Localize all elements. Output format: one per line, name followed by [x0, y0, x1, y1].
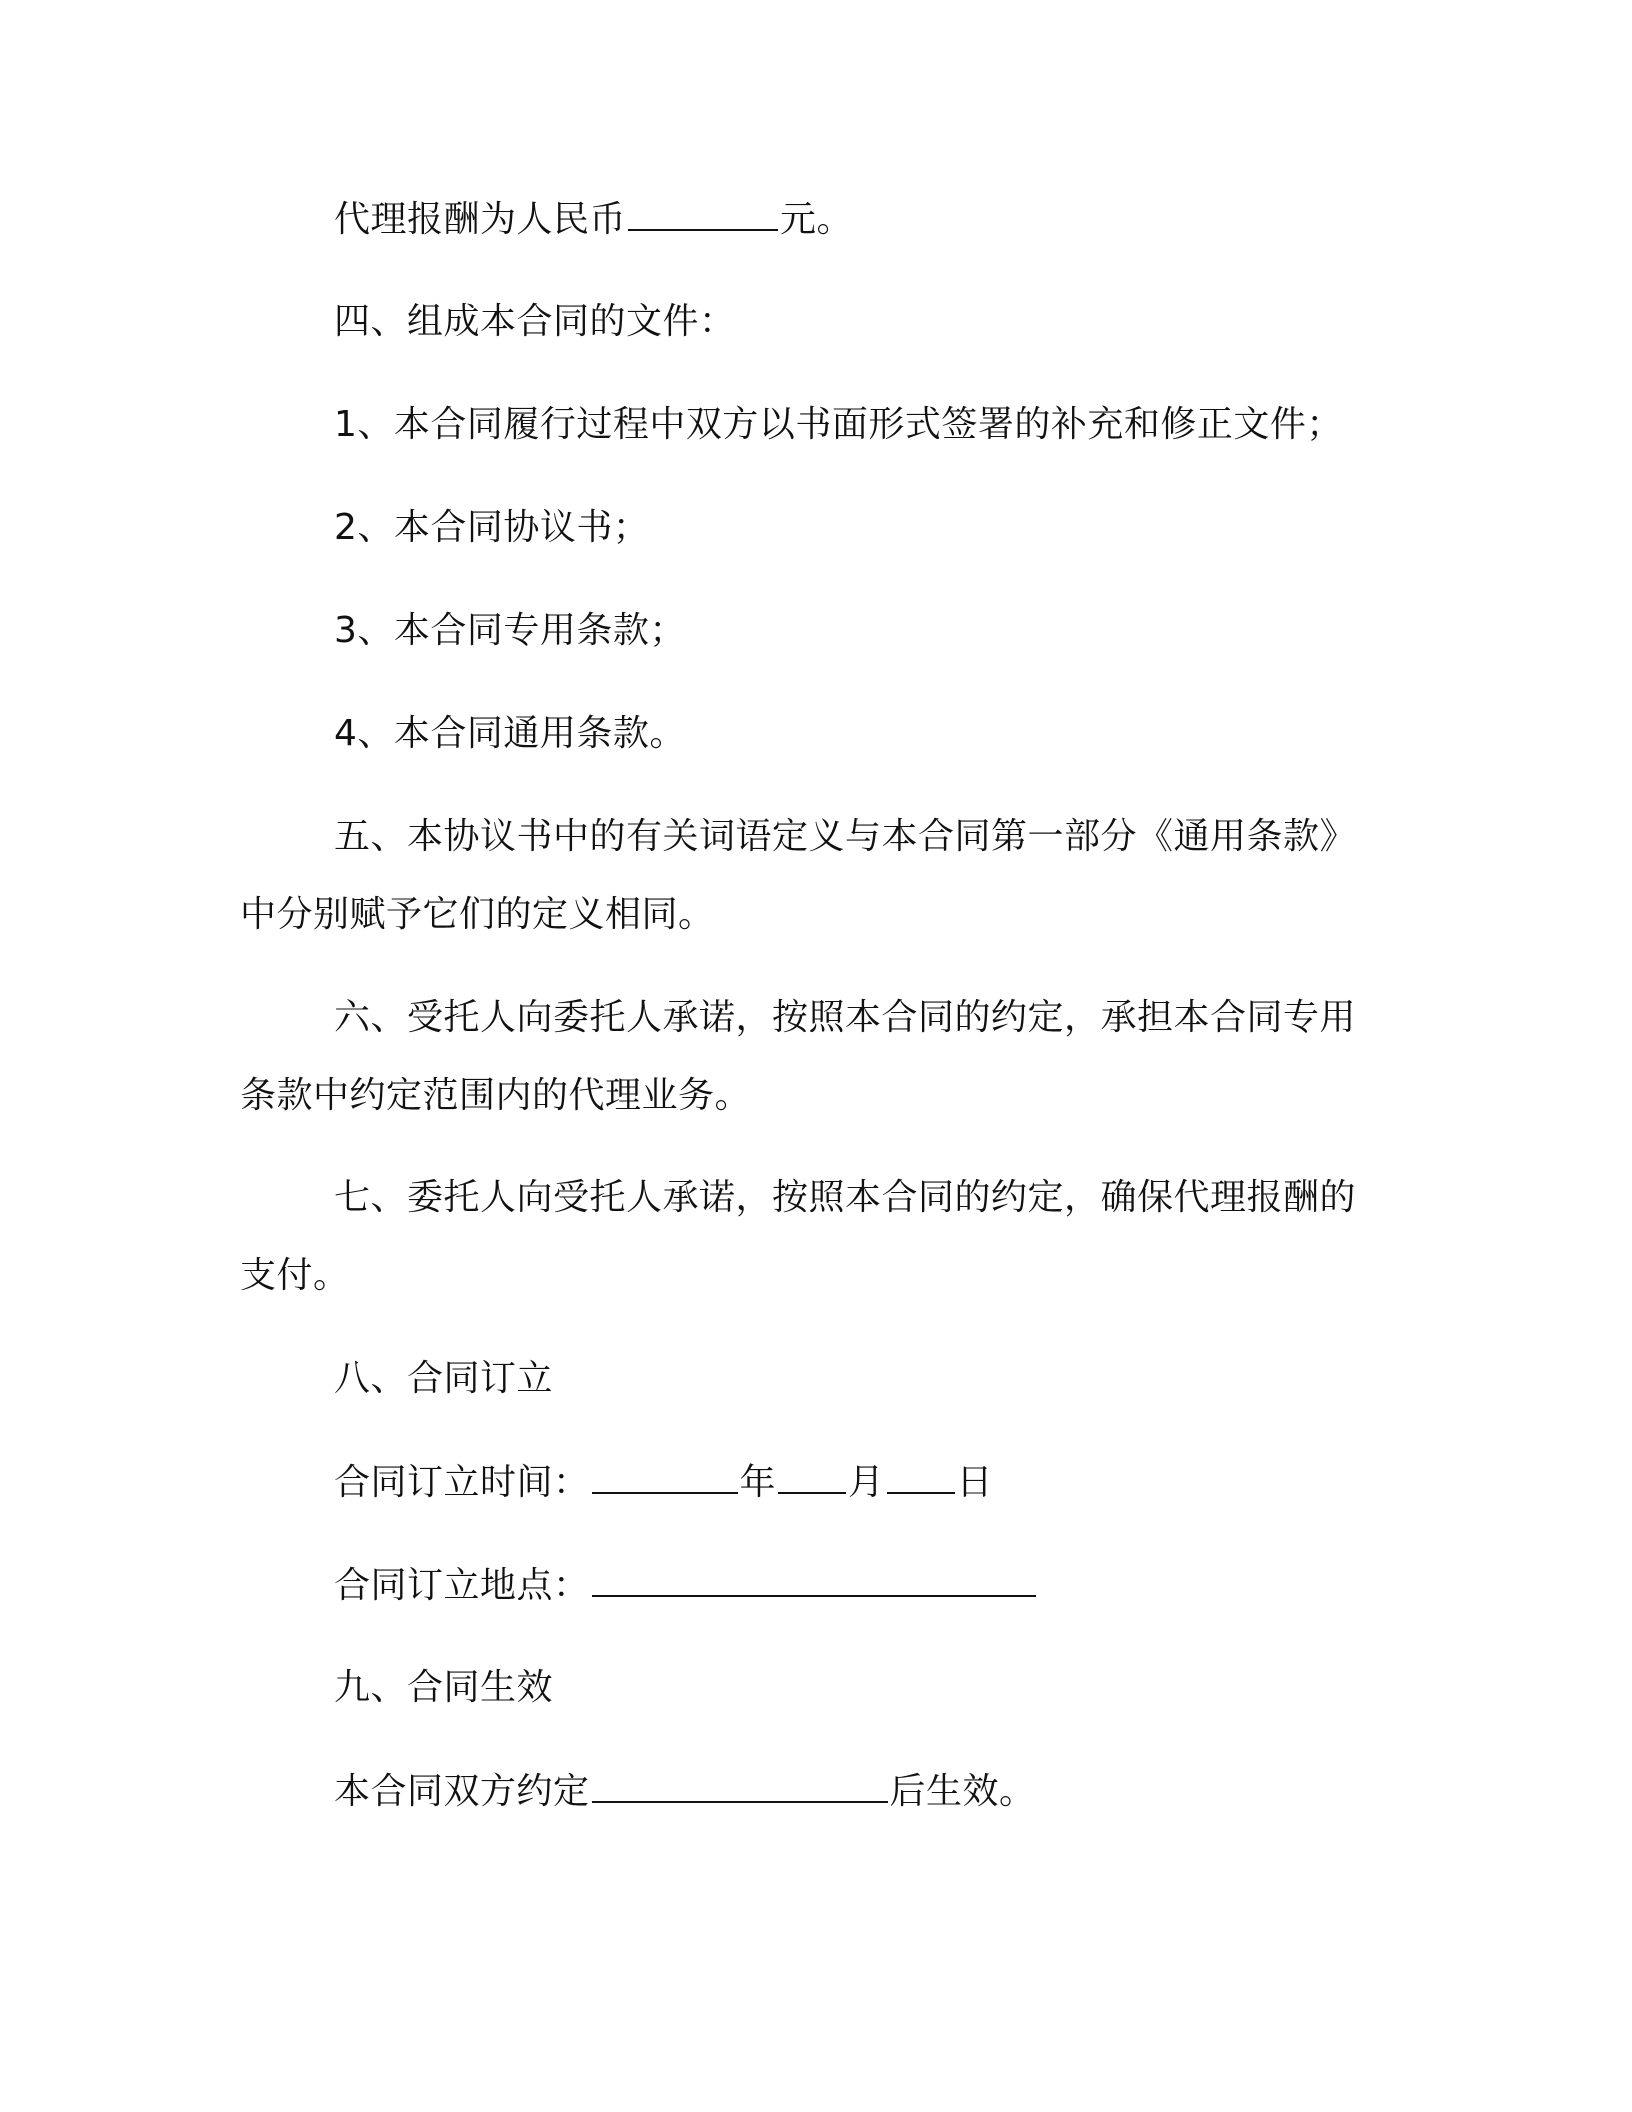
- section-6-line-1: 六、受托人向委托人承诺，按照本合同的约定，承担本合同专用: [334, 997, 1357, 1038]
- signing-place-line: [334, 1561, 1038, 1610]
- signing-day-label: 日: [956, 1462, 994, 1503]
- effective-condition-line: [334, 1767, 1036, 1816]
- section-4-heading: 四、组成本合同的文件：: [334, 301, 736, 342]
- signing-year-blank[interactable]: [592, 1458, 738, 1494]
- effective-condition-blank[interactable]: [592, 1767, 888, 1803]
- section-9-heading: 九、合同生效: [334, 1667, 554, 1708]
- effective-condition-label: 本合同双方约定: [334, 1771, 590, 1812]
- agency-fee-line: [334, 195, 853, 244]
- contract-document-item-3: 3、本合同专用条款；: [334, 610, 686, 651]
- section-6-line-2: 条款中约定范围内的代理业务。: [240, 1075, 752, 1116]
- section-7-line-1: 七、委托人向受托人承诺，按照本合同的约定，确保代理报酬的: [334, 1177, 1357, 1218]
- effective-condition-suffix: 后生效。: [889, 1771, 1036, 1812]
- signing-month-blank[interactable]: [778, 1458, 846, 1494]
- agency-fee-unit: 元。: [780, 199, 854, 240]
- agency-fee-label: 代理报酬为人民币: [334, 199, 627, 240]
- section-5-line-2: 中分别赋予它们的定义相同。: [240, 894, 715, 935]
- signing-place-label: 合同订立地点：: [334, 1565, 590, 1606]
- contract-document-item-4: 4、本合同通用条款。: [334, 713, 686, 754]
- signing-month-label: 月: [848, 1462, 885, 1503]
- contract-document-item-1: 1、本合同履行过程中双方以书面形式签署的补充和修正文件；: [334, 404, 1343, 445]
- signing-day-blank[interactable]: [887, 1458, 955, 1494]
- section-8-heading: 八、合同订立: [334, 1358, 554, 1399]
- signing-year-label: 年: [739, 1462, 777, 1503]
- signing-time-line: [334, 1458, 993, 1507]
- section-7-line-2: 支付。: [240, 1255, 350, 1296]
- agency-fee-blank[interactable]: [628, 195, 778, 231]
- section-5-line-1: 五、本协议书中的有关词语定义与本合同第一部分《通用条款》: [334, 816, 1357, 857]
- contract-document-item-2: 2、本合同协议书；: [334, 507, 650, 548]
- signing-place-blank[interactable]: [592, 1561, 1036, 1597]
- signing-time-label: 合同订立时间：: [334, 1462, 590, 1503]
